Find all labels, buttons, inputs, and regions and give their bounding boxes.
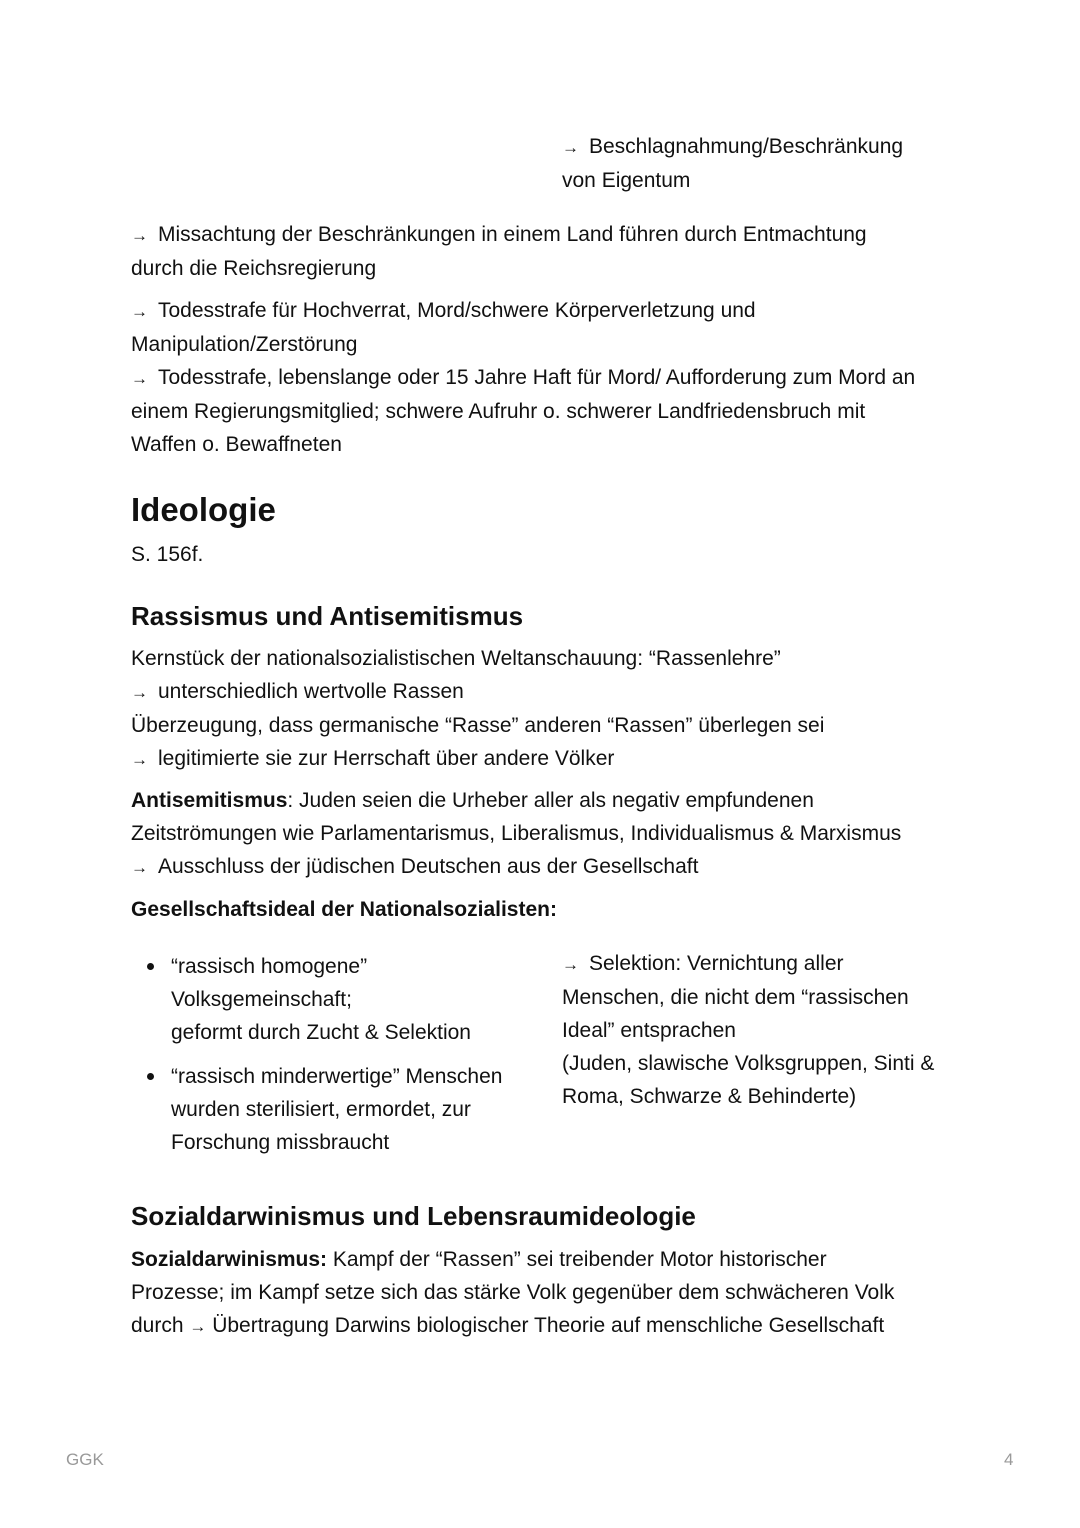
text-line: geformt durch Zucht & Selektion — [171, 1021, 471, 1044]
arrow-icon: → — [131, 369, 148, 388]
page-reference: S. 156f. — [131, 543, 204, 566]
section-title-ideologie: Ideologie — [131, 491, 276, 528]
text-line: Übertragung Darwins biologischer Theorie auf menschliche Gesellschaft — [206, 1314, 885, 1337]
bullet-icon — [147, 963, 154, 970]
text-line: Überzeugung, dass germanische “Rasse” anderen “Rassen” überlegen sei — [131, 714, 825, 737]
text-line: Roma, Schwarze & Behinderte) — [562, 1085, 857, 1108]
text-line: Ausschluss der jüdischen Deutschen aus der Gesellschaft — [158, 855, 699, 878]
intro-line: Waffen o. Bewaffneten — [131, 433, 342, 456]
intro-point — [131, 218, 971, 285]
arrow-icon: → — [562, 138, 579, 157]
intro-line: Missachtung der Beschränkungen in einem Land führen durch Entmachtung — [158, 223, 867, 246]
intro-line: Todesstrafe, lebenslange oder 15 Jahre Haft für Mord/ Aufforderung zum Mord an — [158, 366, 916, 389]
intro-line: durch die Reichsregierung — [131, 257, 377, 280]
text-line: unterschiedlich wertvolle Rassen — [158, 680, 464, 703]
footer-label: GGK — [66, 1450, 104, 1469]
text-line: (Juden, slawische Volksgruppen, Sinti & — [562, 1052, 935, 1075]
top-right-note — [562, 130, 903, 197]
text-line: wurden sterilisiert, ermordet, zur — [171, 1098, 471, 1121]
text-line: Forschung missbraucht — [171, 1131, 390, 1154]
note-line: von Eigentum — [562, 169, 691, 192]
text-line: Ideal” entsprachen — [562, 1019, 736, 1042]
subsection-title-rassismus: Rassismus und Antisemitismus — [131, 601, 524, 631]
text-line: Menschen, die nicht dem “rassischen — [562, 986, 909, 1009]
page-number: 4 — [1004, 1450, 1014, 1469]
arrow-icon: → — [131, 302, 148, 321]
list-item — [131, 1060, 541, 1159]
intro-line: Manipulation/Zerstörung — [131, 333, 358, 356]
list-item — [131, 950, 541, 1049]
subsection-title-sozialdarwinismus: Sozialdarwinismus und Lebensraumideologie — [131, 1201, 696, 1231]
text-line: “rassisch homogene” — [171, 955, 368, 978]
term-sozialdarwinismus: Sozialdarwinismus: — [131, 1248, 328, 1271]
bullet-icon — [147, 1073, 154, 1080]
text-line: Selektion: Vernichtung aller — [589, 952, 844, 975]
text-line: Zeitströmungen wie Parlamentarismus, Liberalismus, Individualismus & Marxismus — [131, 822, 902, 845]
intro-point — [131, 294, 971, 461]
text-line: Volksgemeinschaft; — [171, 988, 352, 1011]
rassismus-paragraph — [131, 642, 971, 776]
text-line: Prozesse; im Kampf setze sich das stärke Volk gegenüber dem schwächeren Volk — [131, 1281, 895, 1304]
term-antisemitismus: Antisemitismus — [131, 789, 288, 812]
antisemitismus-paragraph — [131, 784, 971, 884]
intro-line: Todesstrafe für Hochverrat, Mord/schwere Körperverletzung und — [158, 299, 756, 322]
text-line: Kampf der “Rassen” sei treibender Motor historischer — [327, 1248, 827, 1271]
intro-line: einem Regierungsmitglied; schwere Aufruhr o. schwerer Landfriedensbruch mit — [131, 400, 866, 423]
arrow-icon: → — [131, 683, 148, 702]
text-line: legitimierte sie zur Herrschaft über andere Völker — [158, 747, 615, 770]
selektion-note — [562, 947, 972, 1113]
sozialdarwinismus-paragraph — [131, 1243, 971, 1343]
arrow-icon: → — [131, 226, 148, 245]
text-line: : Juden seien die Urheber aller als negativ empfundenen — [287, 789, 814, 812]
gesellschaftsideal-list — [131, 950, 541, 1170]
arrow-icon: → — [131, 858, 148, 877]
text-line: “rassisch minderwertige” Menschen — [171, 1065, 503, 1088]
text-line: durch — [131, 1314, 190, 1337]
gesellschaftsideal-heading: Gesellschaftsideal der Nationalsozialisten: — [131, 898, 557, 921]
text-line: Kernstück der nationalsozialistischen Weltanschauung: “Rassenlehre” — [131, 647, 781, 670]
arrow-icon: → — [562, 955, 579, 974]
arrow-icon: → — [131, 750, 148, 769]
note-line: Beschlagnahmung/Beschränkung — [589, 135, 904, 158]
arrow-icon: → — [189, 1317, 207, 1336]
